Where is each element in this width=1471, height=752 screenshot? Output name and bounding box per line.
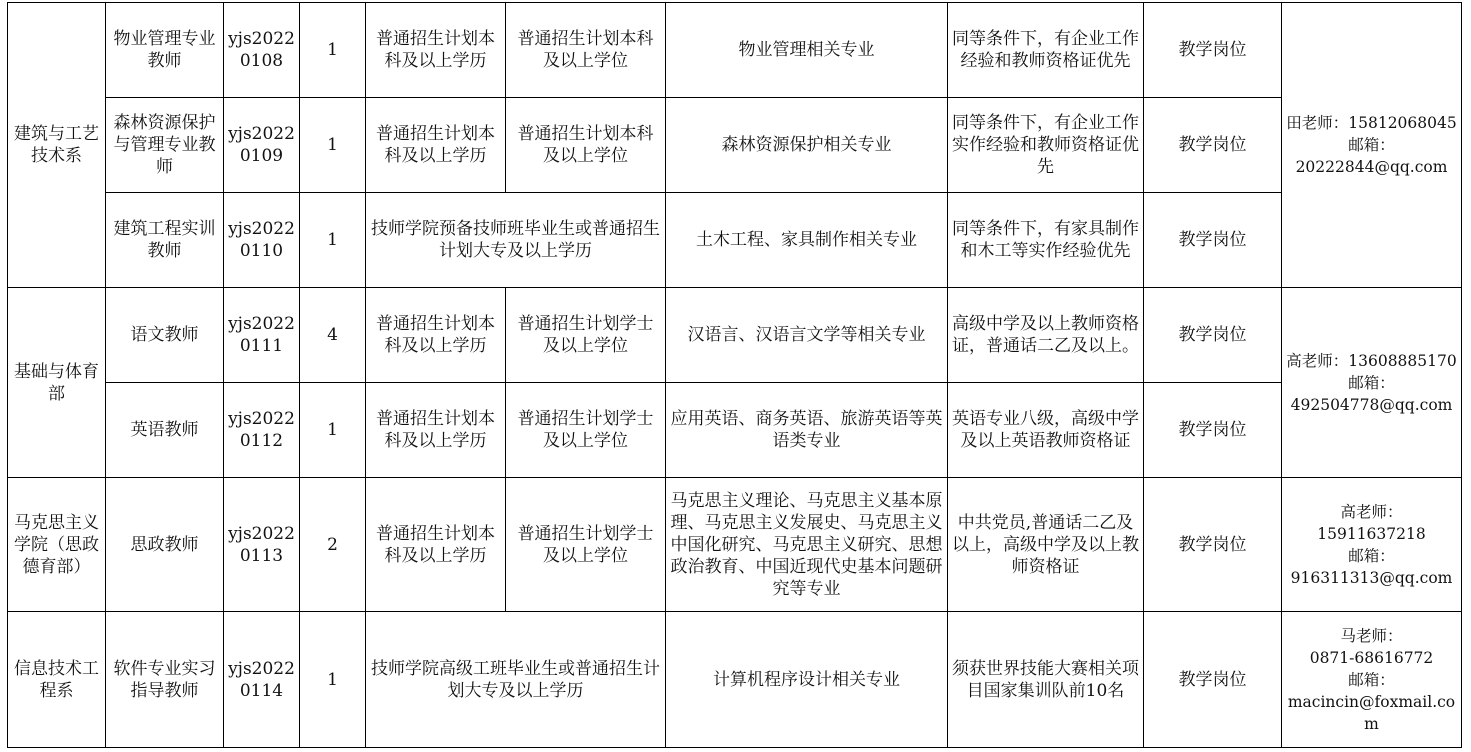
- education-cell: 普通招生计划本科及以上学历: [366, 478, 506, 612]
- count-cell: 1: [300, 3, 366, 98]
- requirement-cell: 同等条件下，有企业工作实作经验和教师资格证优先: [948, 98, 1144, 193]
- education-cell: 普通招生计划本科及以上学历: [366, 98, 506, 193]
- code-cell: yjs20220108: [224, 3, 300, 98]
- requirement-cell: 同等条件下，有家具制作和木工等实作经验优先: [948, 193, 1144, 288]
- education-cell: 技师学院预备技师班毕业生或普通招生计划大专及以上学历: [366, 193, 666, 288]
- position-cell: 森林资源保护与管理专业教师: [106, 98, 224, 193]
- table-row: [8, 3, 1462, 98]
- category-cell: 教学岗位: [1144, 612, 1282, 748]
- major-cell: 汉语言、汉语言文学等相关专业: [666, 288, 948, 383]
- contact-name: 高老师：: [1340, 502, 1403, 521]
- contact-phone: 0871-68616772: [1309, 648, 1434, 667]
- position-cell: 物业管理专业教师: [106, 3, 224, 98]
- category-cell: 教学岗位: [1144, 98, 1282, 193]
- requirement-cell: 中共党员,普通话二乙及以上，高级中学及以上教师资格证: [948, 478, 1144, 612]
- major-cell: 森林资源保护相关专业: [666, 98, 948, 193]
- degree-cell: 普通招生计划学士及以上学位: [506, 478, 666, 612]
- education-cell: 技师学院高级工班毕业生或普通招生计划大专及以上学历: [366, 612, 666, 748]
- table-row: [8, 612, 1462, 748]
- count-cell: 1: [300, 383, 366, 478]
- category-cell: 教学岗位: [1144, 288, 1282, 383]
- category-cell: 教学岗位: [1144, 193, 1282, 288]
- code-cell: yjs20220110: [224, 193, 300, 288]
- table-row: [8, 383, 1462, 478]
- contact-phone: 15911637218: [1317, 524, 1426, 543]
- contact-email-label: 邮箱：: [1348, 373, 1395, 392]
- count-cell: 2: [300, 478, 366, 612]
- count-cell: 1: [300, 193, 366, 288]
- position-cell: 建筑工程实训教师: [106, 193, 224, 288]
- degree-cell: 普通招生计划学士及以上学位: [506, 383, 666, 478]
- category-cell: 教学岗位: [1144, 3, 1282, 98]
- major-cell: 计算机程序设计相关专业: [666, 612, 948, 748]
- code-cell: yjs20220114: [224, 612, 300, 748]
- recruitment-table: [7, 2, 1462, 748]
- contact-cell: [1282, 3, 1462, 288]
- count-cell: 4: [300, 288, 366, 383]
- department-cell: 基础与体育部: [8, 288, 106, 478]
- contact-cell: [1282, 478, 1462, 612]
- position-cell: 思政教师: [106, 478, 224, 612]
- position-cell: 语文教师: [106, 288, 224, 383]
- requirement-cell: 英语专业八级，高级中学及以上英语教师资格证: [948, 383, 1144, 478]
- table-row: [8, 98, 1462, 193]
- education-cell: 普通招生计划本科及以上学历: [366, 3, 506, 98]
- requirement-cell: 须获世界技能大赛相关项目国家集训队前10名: [948, 612, 1144, 748]
- contact-name: 田老师：15812068045: [1286, 114, 1457, 132]
- count-cell: 1: [300, 98, 366, 193]
- degree-cell: 普通招生计划本科及以上学位: [506, 3, 666, 98]
- contact-name: 高老师：13608885170: [1286, 351, 1457, 370]
- category-cell: 教学岗位: [1144, 478, 1282, 612]
- category-cell: 教学岗位: [1144, 383, 1282, 478]
- department-cell: 信息技术工程系: [8, 612, 106, 748]
- contact-email: 916311313@qq.com: [1290, 568, 1453, 587]
- major-cell: 应用英语、商务英语、旅游英语等英语类专业: [666, 383, 948, 478]
- department-cell: 马克思主义学院（思政德育部）: [8, 478, 106, 612]
- requirement-cell: 同等条件下，有企业工作经验和教师资格证优先: [948, 3, 1144, 98]
- contact-cell: [1282, 288, 1462, 478]
- education-cell: 普通招生计划本科及以上学历: [366, 383, 506, 478]
- contact-email-label: 邮箱：: [1348, 546, 1395, 565]
- code-cell: yjs20220111: [224, 288, 300, 383]
- table-row: [8, 478, 1462, 612]
- major-cell: 马克思主义理论、马克思主义基本原理、马克思主义发展史、马克思主义中国化研究、马克思主义研究、思想政治教育、中国近现代史基本问题研究等专业: [666, 478, 948, 612]
- contact-email-label: 邮箱：: [1348, 670, 1395, 689]
- position-cell: 软件专业实习指导教师: [106, 612, 224, 748]
- contact-email: 20222844@qq.com: [1295, 158, 1448, 176]
- major-cell: 物业管理相关专业: [666, 3, 948, 98]
- department-cell: 建筑与工艺技术系: [8, 3, 106, 288]
- contact-email-label: 邮箱：: [1348, 136, 1395, 154]
- position-cell: 英语教师: [106, 383, 224, 478]
- major-cell: 土木工程、家具制作相关专业: [666, 193, 948, 288]
- table-row: [8, 288, 1462, 383]
- table-row: [8, 193, 1462, 288]
- degree-cell: 普通招生计划学士及以上学位: [506, 288, 666, 383]
- contact-name: 马老师：: [1340, 626, 1403, 645]
- contact-email: macincin@foxmail.com: [1287, 692, 1456, 733]
- education-cell: 普通招生计划本科及以上学历: [366, 288, 506, 383]
- code-cell: yjs20220113: [224, 478, 300, 612]
- count-cell: 1: [300, 612, 366, 748]
- degree-cell: 普通招生计划本科及以上学位: [506, 98, 666, 193]
- contact-cell: [1282, 612, 1462, 748]
- code-cell: yjs20220112: [224, 383, 300, 478]
- requirement-cell: 高级中学及以上教师资格证，普通话二乙及以上。: [948, 288, 1144, 383]
- code-cell: yjs20220109: [224, 98, 300, 193]
- contact-email: 492504778@qq.com: [1290, 395, 1453, 414]
